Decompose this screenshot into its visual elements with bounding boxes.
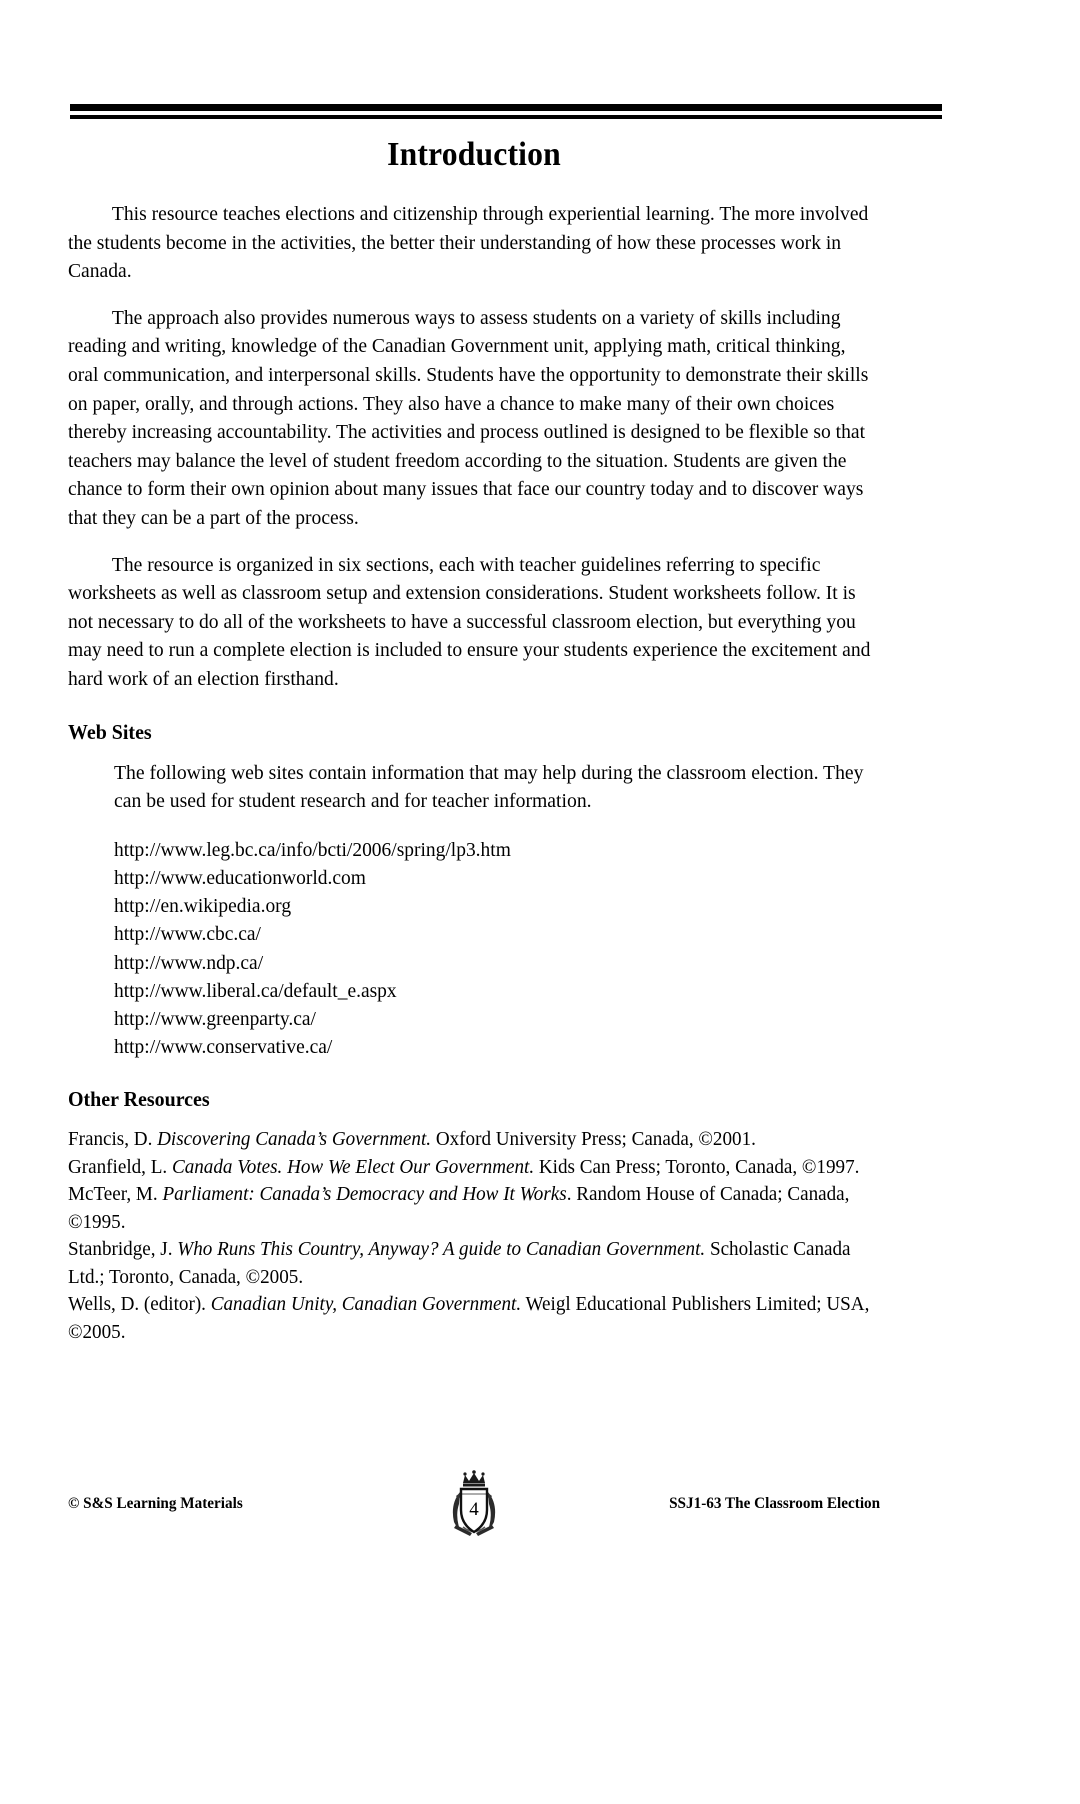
- list-item[interactable]: http://www.greenparty.ca/: [114, 1007, 316, 1030]
- bibliography-entry: [68, 1291, 880, 1346]
- footer-product-code: SSJ1-63 The Classroom Election: [669, 1495, 880, 1512]
- header-rule-thick: [70, 104, 942, 111]
- web-sites-url-list: [114, 836, 874, 1062]
- bib-title: Who Runs This Country, Anyway? A guide to Canadian Government.: [177, 1238, 706, 1261]
- list-item[interactable]: http://www.ndp.ca/: [114, 951, 264, 974]
- other-resources-list: [68, 1126, 880, 1346]
- page-footer: [68, 1470, 880, 1540]
- bib-author: Francis, D.: [68, 1128, 158, 1151]
- bib-title: Parliament: Canada’s Democracy and How It Works: [162, 1183, 567, 1206]
- list-item[interactable]: http://www.educationworld.com: [114, 866, 366, 889]
- bibliography-entry: [68, 1154, 880, 1182]
- header-rule-thin: [70, 115, 942, 119]
- body-paragraph-2: The approach also provides numerous ways to assess students on a variety of skills including reading and writing, knowledge of the Canadian Government unit, applying math, critical thinking, oral communication, and interpersonal skills. Students have the opportunity to demonstrate their skills on paper, orally, and through actions. They also have a chance to make many of their own choices thereby increasing accountability. The activities and process outlined is designed to be flexible so that teachers may balance the level of student freedom according to the situation. Students are given the chance to form their own opinion about many issues that face our country today and to discover ways that they can be a part of the process.: [68, 306, 869, 529]
- bibliography-entry: [68, 1126, 880, 1154]
- footer-page-marker: [434, 1470, 514, 1540]
- body-paragraph-1: This resource teaches elections and citizenship through experiential learning. The more involved the students become in the activities, the better their understanding of how these processes work in Canada.: [68, 203, 869, 283]
- bib-author: Stanbridge, J.: [68, 1238, 178, 1261]
- header-double-rule: [70, 104, 942, 119]
- list-item[interactable]: http://www.leg.bc.ca/info/bcti/2006/spring/lp3.htm: [114, 838, 511, 861]
- section-heading-web-sites: Web Sites: [68, 719, 152, 744]
- list-item[interactable]: http://www.cbc.ca/: [114, 923, 261, 946]
- page-title: Introduction: [387, 136, 561, 173]
- bib-publisher: Scholastic Canada Ltd.; Toronto, Canada, ©2005.: [68, 1238, 851, 1288]
- web-sites-block: [114, 759, 874, 1062]
- page-number: 4: [469, 1499, 479, 1520]
- list-item[interactable]: http://en.wikipedia.org: [114, 895, 292, 918]
- bib-publisher: . Random House of Canada; Canada, ©1995.: [68, 1183, 850, 1233]
- bib-title: Discovering Canada’s Government.: [157, 1128, 432, 1151]
- bib-author: McTeer, M.: [68, 1183, 163, 1206]
- bib-title: Canada Votes. How We Elect Our Government.: [171, 1155, 535, 1178]
- footer-copyright: © S&S Learning Materials: [68, 1495, 243, 1512]
- bib-author: Granfield, L.: [68, 1155, 172, 1178]
- body-paragraph-3: The resource is organized in six sections, each with teacher guidelines referring to specific worksheets as well as classroom setup and extension considerations. Student worksheets follow. It is not necessary to do all of the worksheets to have a successful classroom election, but everything you may need to run a complete election is included to ensure your students experience the excitement and hard work of an election firsthand.: [68, 553, 871, 690]
- bibliography-entry: [68, 1236, 880, 1291]
- bib-publisher: Weigl Educational Publishers Limited; USA, ©2005.: [68, 1293, 870, 1343]
- web-sites-intro: The following web sites contain information that may help during the classroom election. They can be used for student research and for teacher information.: [114, 761, 864, 813]
- section-heading-other-resources: Other Resources: [68, 1087, 210, 1112]
- bib-title: Canadian Unity, Canadian Government.: [210, 1293, 522, 1316]
- list-item[interactable]: http://www.liberal.ca/default_e.aspx: [114, 979, 397, 1002]
- bibliography-entry: [68, 1181, 880, 1236]
- page-content: [68, 136, 880, 1346]
- bib-publisher: Oxford University Press; Canada, ©2001.: [431, 1128, 756, 1151]
- bib-author: Wells, D. (editor).: [68, 1293, 211, 1316]
- bib-publisher: Kids Can Press; Toronto, Canada, ©1997.: [534, 1155, 860, 1178]
- list-item[interactable]: http://www.conservative.ca/: [114, 1036, 333, 1059]
- crown-crest-icon: [434, 1470, 514, 1540]
